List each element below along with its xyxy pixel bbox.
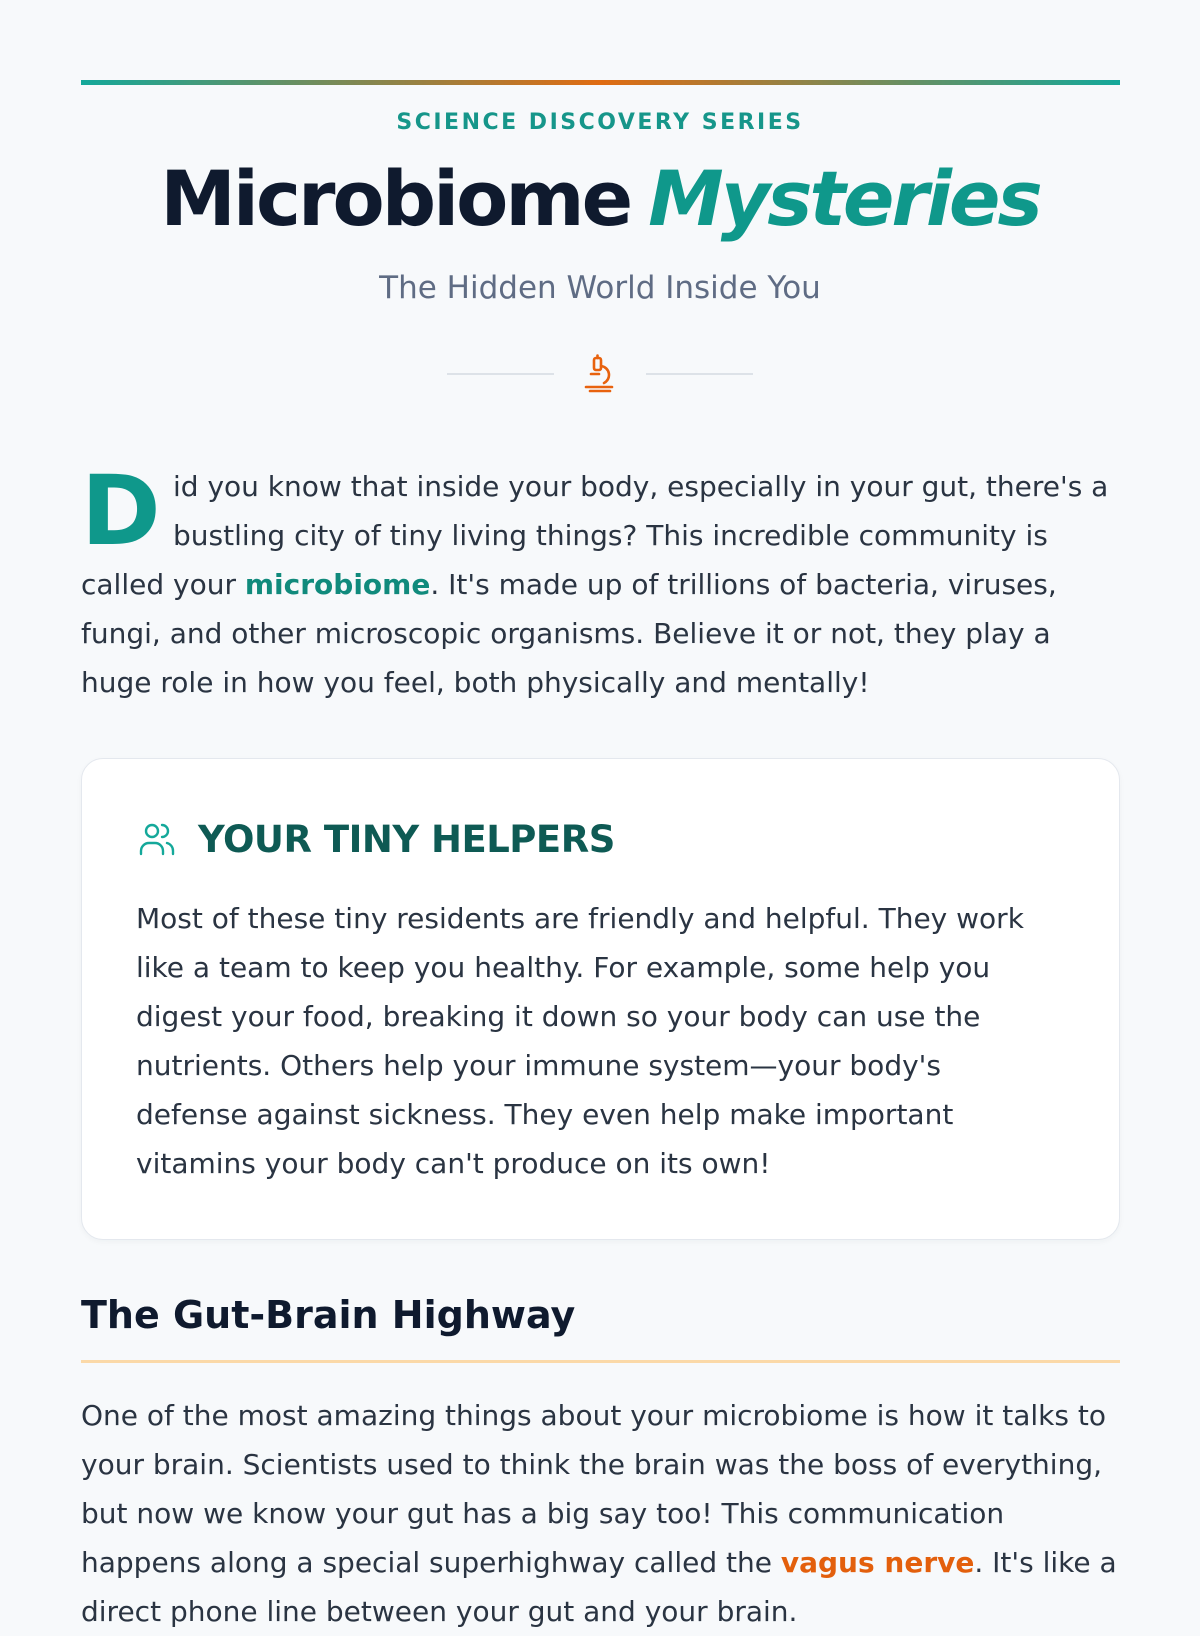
ornament-divider xyxy=(447,352,753,392)
series-label: SCIENCE DISCOVERY SERIES xyxy=(396,110,804,135)
users-icon xyxy=(138,820,176,858)
intro-paragraph xyxy=(81,455,1121,707)
card-body: Most of these tiny residents are friendly and helpful. They work like a team to keep you healthy. For example, some help you digest your food, breaking it down so your body can use the nutrients. Others help your immune system—your body's defense against sickness. They even help make important vitamins your body can't produce on its own! xyxy=(136,902,1024,1180)
title-main: Microbiome xyxy=(160,154,631,243)
drop-cap: D xyxy=(81,455,161,567)
microbiome-highlight: microbiome xyxy=(244,568,431,601)
section-heading: The Gut-Brain Highway xyxy=(81,1293,576,1337)
divider-line-right xyxy=(646,373,753,375)
section-text-end: . It's like a direct phone line between your gut and your brain. xyxy=(81,1546,1117,1628)
vagus-nerve-highlight: vagus nerve xyxy=(780,1546,975,1579)
section-underline xyxy=(81,1360,1120,1363)
title-accent: Mysteries xyxy=(648,154,1040,243)
card-title: YOUR TINY HELPERS xyxy=(198,817,615,861)
tiny-helpers-card xyxy=(81,758,1120,1240)
top-gradient-rule xyxy=(81,80,1120,85)
section-paragraph xyxy=(81,1391,1121,1636)
page-title xyxy=(0,155,1200,242)
section-text-start: One of the most amazing things about your microbiome is how it talks to your brain. Scientists used to think the brain was the boss of everything, but now we know your gut has a big say too! This communication happens along a special superhighway called the xyxy=(81,1399,1106,1579)
microscope-icon xyxy=(582,354,618,394)
card-header xyxy=(138,817,615,861)
intro-text-start: id you know that inside your body, especially in your gut, there's a bustling city of tiny living things? This incredible community is called your xyxy=(81,470,1109,601)
page-subtitle: The Hidden World Inside You xyxy=(379,270,821,306)
divider-line-left xyxy=(447,373,554,375)
intro-text-end: . It's made up of trillions of bacteria, viruses, fungi, and other microscopic organisms. Believe it or not, they play a huge role in how you feel, both physically and mentally! xyxy=(81,568,1057,699)
